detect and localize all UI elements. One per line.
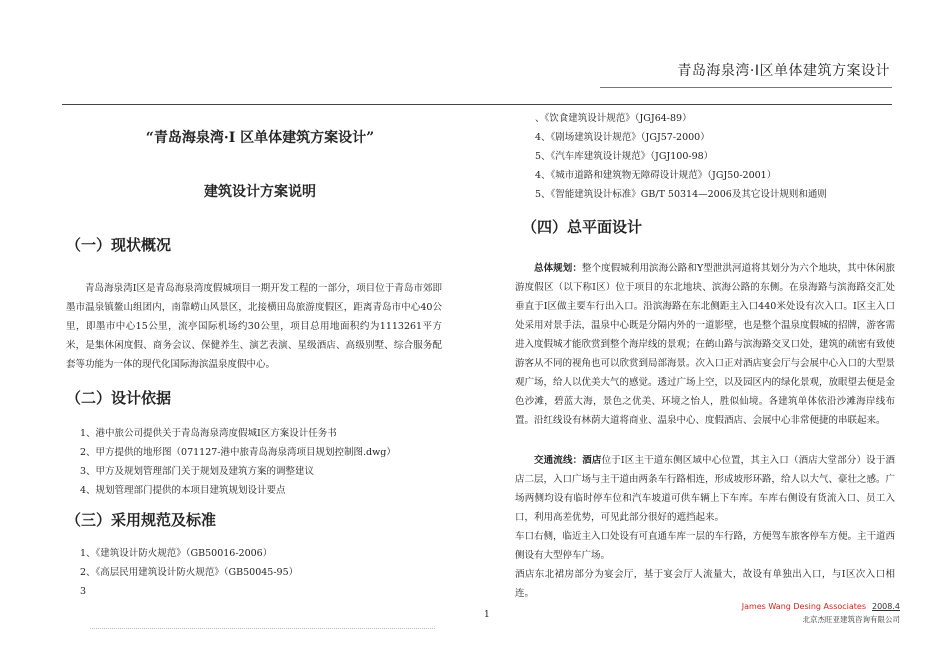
list-item: 4、规划管理部门提供的本项目建筑规划设计要点 (80, 485, 286, 496)
list-item: 1、《建筑设计防火规范》（GB50016-2006） (80, 548, 273, 559)
list-item: 、《饮食建筑设计规范》（JGJ64-89） (535, 113, 692, 124)
scan-artifact-line (90, 628, 435, 629)
list-item: 2、甲方提供的地形图（071127-港中旅青岛海泉湾项目规划控制图.dwg） (80, 447, 396, 458)
overall-planning-label: 总体规划： (534, 263, 582, 274)
traffic-flow-label: 交通流线：酒店 (534, 455, 602, 466)
traffic-flow-paragraph (515, 451, 895, 527)
list-item: 3、甲方及规划管理部门关于规划及建筑方案的调整建议 (80, 466, 315, 477)
list-item: 3 (80, 586, 87, 597)
car-entrance-paragraph: 车口右侧，临近主入口处设有可直通车库一层的车行路，方便驾车旅客停车方便。主干道西侧设有大型停车广场。 (515, 531, 896, 561)
section-heading-site-plan: （四）总平面设计 (522, 218, 643, 236)
section-heading-status: （一）现状概况 (66, 236, 172, 254)
footer-brand (742, 602, 900, 611)
footer-company: 北京杰旺亚建筑咨询有限公司 (802, 615, 900, 624)
section-heading-basis: （二）设计依据 (66, 389, 172, 407)
list-item: 2、《高层民用建筑设计防火规范》（GB50045-95） (80, 567, 299, 578)
overall-planning-paragraph (515, 259, 895, 430)
overall-planning-text: 整个度假城利用滨海公路和Y型泄洪河道将其划分为六个地块，其中休闲旅游度假区（以下称Ⅰ区）位于项目的东北地块、滨海公路的东侧。在泉海路与滨海路交汇处垂直于Ⅰ区做主要车行出入口。沿滨海路在东北侧距主入口440米处设有次入口。Ⅰ区主入口处采用对景手法，温泉中心既是分隔内外的一道影壁，也是整个温泉度假城的招牌，游客需进入度假城才能欣赏到整个海岸线的景观；在鹤山路与滨海路交叉口处，建筑的疏密有致使游客从不同的视角也可以欣赏到局部海景。次入口正对酒店宴会厅与会展中心入口的大型景观广场，给人以优美大气的感觉。透过广场上空，以及园区内的绿化景观，放眼望去便是金色沙滩，碧蓝大海，景色之优美、环境之怡人，胜似仙境。各建筑单体依沿沙滩海岸线布置。沿红线设有林荫大道将商业、温泉中心、度假酒店、会展中心非常便捷的串联起来。 (515, 263, 896, 426)
section-heading-standards: （三）采用规范及标准 (66, 511, 217, 529)
basis-list (80, 426, 396, 498)
standards-list-continued (535, 111, 827, 202)
page-number: 1 (484, 610, 490, 620)
header-rule (62, 104, 892, 105)
list-item: 5、《智能建筑设计标准》GB/T 50314—2006及其它设计规则和通则 (535, 189, 827, 200)
document-title: “青岛海泉湾·Ⅰ 区单体建筑方案设计” (145, 130, 375, 146)
list-item: 4、《城市道路和建筑物无障碍设计规范》（JGJ50-2001） (535, 170, 777, 181)
list-item: 5、《汽车库建筑设计规范》（JGJ100-98） (535, 151, 714, 162)
traffic-flow-text: 位于Ⅰ区主干道东侧区域中心位置，其主入口（酒店大堂部分）设于酒店二层，入口广场与主干道由两条车行路相连，形成坡形环路，给人以大气、豪壮之感。广场两侧均设有临时停车位和汽车坡道可供车辆上下车库。车库右侧设有货流入口、员工入口，利用高差优势，可见此部分很好的遮挡起来。 (515, 455, 896, 523)
header-title: 青岛海泉湾·Ⅰ区单体建筑方案设计 (677, 63, 890, 79)
status-paragraph: 青岛海泉湾Ⅰ区是青岛海泉湾度假城项目一期开发工程的一部分，项目位于青岛市郊即墨市温泉镇鳌山组团内，南靠崂山风景区，北接横田岛旅游度假区，距离青岛市中心40公里，即墨市中心15公里，流亭国际机场约30公里，项目总用地面积约为1113261平方米，是集休闲度假、商务会议、保健养生、演艺表演、星级酒店、高级别墅、综合服务配套等功能为一体的现代化国际海滨温泉度假中心。 (66, 283, 442, 370)
list-item: 4、《剧场建筑设计规范》（JGJ57-2000） (535, 132, 710, 143)
standards-list (80, 546, 298, 599)
footer-date: 2008.4 (872, 602, 900, 611)
brand-name: James Wang Desing Associates (741, 602, 866, 611)
banquet-paragraph: 酒店东北裙房部分为宴会厅，基于宴会厅人流量大，故设有单独出入口，与Ⅰ区次入口相连。 (515, 569, 895, 599)
list-item: 1、港中旅公司提供关于青岛海泉湾度假城Ⅰ区方案设计任务书 (80, 428, 337, 439)
document-subtitle: 建筑设计方案说明 (204, 184, 316, 200)
header-subrule (600, 87, 892, 88)
